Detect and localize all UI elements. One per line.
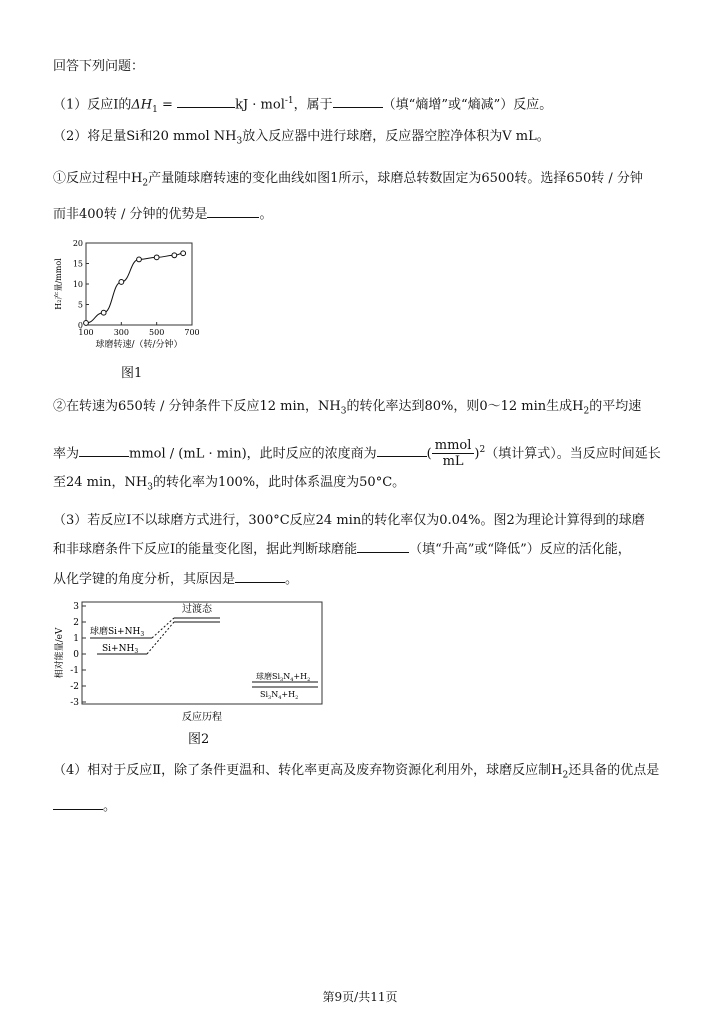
svg-text:1: 1 — [73, 634, 79, 644]
x-axis-label: 反应历程 — [182, 712, 222, 723]
data-point — [181, 251, 186, 256]
y-tick-label: 5 — [77, 300, 83, 310]
y-axis-label: 相对能量/eV — [55, 627, 65, 679]
figure-1-chart — [52, 235, 212, 360]
question-2-1-line2: 而非400转 / 分钟的优势是 。 — [53, 207, 273, 222]
answer-blank[interactable] — [235, 570, 285, 583]
label-transition-state: 过渡态 — [182, 604, 212, 615]
data-point — [154, 255, 159, 260]
answer-blank[interactable] — [377, 444, 427, 457]
answer-blank[interactable] — [357, 540, 409, 553]
data-point — [172, 253, 177, 258]
y-tick-label: 10 — [72, 280, 83, 289]
x-tick-label: 500 — [149, 328, 165, 337]
question-2-2-line1: ②在转速为650转 / 分钟条件下反应12 min，$NH_3$的转化率达到80%，则0～12 min生成$H_2$的平均速 — [53, 399, 642, 417]
y-tick-label: 15 — [72, 259, 83, 269]
data-point — [137, 257, 142, 262]
figure-2-energy-diagram — [52, 598, 332, 726]
x-tick-label: 700 — [184, 328, 200, 337]
question-3-line1: （3）若反应Ⅰ不以球磨方式进行，300°C反应24 min的转化率仅为0.04%。图2为理论计算得到的球磨 — [53, 513, 645, 528]
svg-text:-1: -1 — [70, 666, 79, 676]
svg-text:-2: -2 — [70, 682, 79, 692]
series-line — [86, 253, 183, 323]
y-axis-label: H₂产量/mmol — [54, 258, 63, 310]
question-4-line1: （4）相对于反应Ⅱ，除了条件更温和、转化率更高及废弃物资源化利用外，球磨反应制$H_2$还具备的优点是 — [53, 763, 660, 781]
y-tick-label: 20 — [72, 239, 83, 248]
question-2-2-line2: 率为 mmol / (mL · min)，此时反应的浓度商为 ( $\frac{\text{mmol}}{mL}$ )$^2$（填计算式）。当反应时间延长 — [53, 438, 661, 470]
figure-2-caption: 图2 — [188, 732, 210, 747]
answer-blank[interactable] — [177, 95, 235, 108]
intro-text: 回答下列问题： — [53, 59, 145, 74]
question-4-line2: 。 — [53, 797, 116, 816]
label-reactant: $Si+NH_3$ — [102, 644, 139, 655]
svg-text:2: 2 — [73, 618, 79, 628]
question-1: （1）反应Ⅰ的$\Delta H_1$ = kJ · mol$^{-1}$，属于 （填“熵增”或“熵减”）反应。 — [53, 96, 553, 115]
data-point — [84, 321, 89, 326]
answer-blank[interactable] — [79, 444, 129, 457]
label-bm-reactant: 球磨$Si+NH_3$ — [90, 627, 145, 638]
data-point — [101, 310, 106, 315]
data-point — [119, 280, 124, 285]
svg-text:0: 0 — [73, 650, 79, 660]
answer-blank[interactable] — [207, 205, 259, 218]
unit-fraction: $\frac{\text{mmol}}{mL}$ — [432, 438, 475, 469]
answer-blank[interactable] — [53, 797, 103, 810]
question-2-1-line1: ①反应过程中$H_2$产量随球磨转速的变化曲线如图1所示，球磨总转数固定为6500转。选择650转 / 分钟 — [53, 171, 643, 189]
svg-text:-3: -3 — [70, 698, 79, 708]
question-3-line3: 从化学键的角度分析，其原因是 。 — [53, 572, 299, 587]
question-3-line2: 和非球磨条件下反应Ⅰ的能量变化图，据此判断球磨能 （填“升高”或“降低”）反应的活化能， — [53, 542, 631, 557]
x-axis-label: 球磨转速/（转/分钟） — [95, 340, 183, 350]
x-tick-label: 100 — [78, 328, 94, 337]
y-axis-ticks — [70, 602, 86, 708]
label-product: $Si_3N_4+H_2$ — [260, 690, 299, 701]
label-bm-product: 球磨$Si_3N_4+H_2$ — [256, 672, 311, 683]
question-2: （2）将足量Si和20 mmol $NH_3$放入反应器中进行球磨，反应器空腔净体积为V mL。 — [53, 129, 550, 147]
figure-1-caption: 图1 — [121, 366, 143, 381]
svg-text:3: 3 — [73, 602, 79, 612]
x-tick-label: 300 — [113, 328, 129, 337]
y-tick-label: 0 — [77, 321, 83, 330]
page-footer: 第9页/共11页 — [322, 990, 398, 1004]
answer-blank[interactable] — [333, 95, 383, 108]
question-2-2-line3: 至24 min，$NH_3$的转化率为100%，此时体系温度为50°C。 — [53, 475, 406, 493]
